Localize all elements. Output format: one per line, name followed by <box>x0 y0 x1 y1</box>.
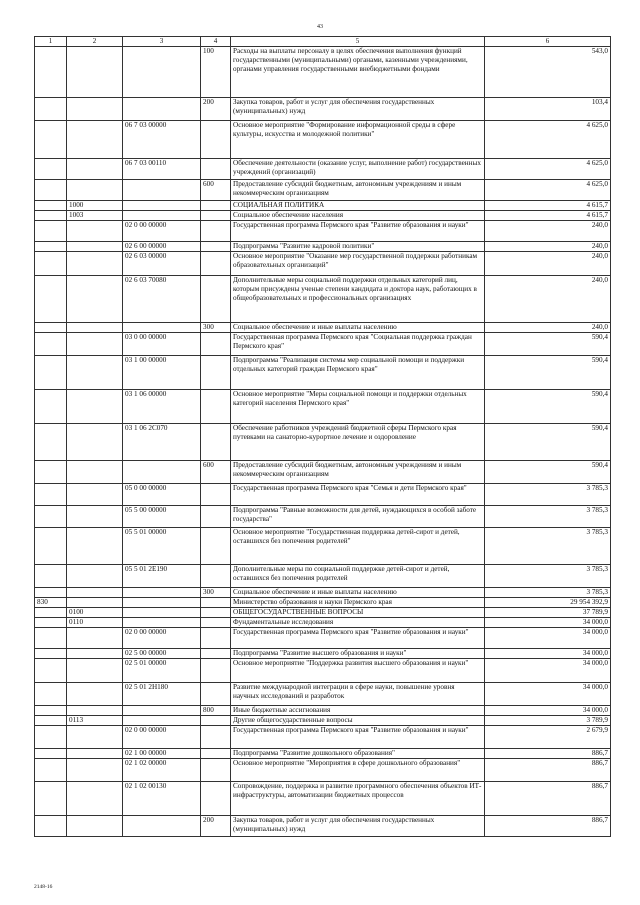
table-body <box>35 47 611 837</box>
description-cell: Государственная программа Пермского края "Развитие образования и науки" <box>231 628 485 649</box>
ministry-code-cell <box>35 816 67 837</box>
section-code-cell <box>67 47 123 98</box>
ministry-code-cell <box>35 618 67 628</box>
table-row <box>35 759 611 782</box>
target-article-cell <box>123 201 201 211</box>
target-article-cell: 05 5 01 00000 <box>123 528 201 565</box>
target-article-cell: 06 7 03 00110 <box>123 159 201 180</box>
section-code-cell <box>67 759 123 782</box>
section-code-cell <box>67 333 123 356</box>
ministry-code-cell <box>35 649 67 659</box>
ministry-code-cell <box>35 47 67 98</box>
target-article-cell: 05 5 00 00000 <box>123 506 201 528</box>
amount-cell: 4 625,0 <box>485 159 611 180</box>
table-row <box>35 528 611 565</box>
table-row <box>35 159 611 180</box>
ministry-code-cell <box>35 759 67 782</box>
table-row <box>35 424 611 461</box>
expense-type-cell <box>201 782 231 816</box>
description-cell: Государственная программа Пермского края "Социальная поддержка граждан Пермского края" <box>231 333 485 356</box>
target-article-cell <box>123 180 201 201</box>
ministry-code-cell <box>35 390 67 424</box>
ministry-code-cell <box>35 211 67 221</box>
description-cell: Подпрограмма "Развитие высшего образования и науки" <box>231 649 485 659</box>
table-row <box>35 211 611 221</box>
target-article-cell: 05 5 01 2Е190 <box>123 565 201 588</box>
expense-type-cell: 300 <box>201 323 231 333</box>
amount-cell: 34 000,0 <box>485 618 611 628</box>
ministry-code-cell <box>35 98 67 121</box>
section-code-cell <box>67 726 123 749</box>
table-row <box>35 252 611 276</box>
target-article-cell: 02 6 03 70080 <box>123 276 201 323</box>
target-article-cell: 05 0 00 00000 <box>123 484 201 506</box>
description-cell: Основное мероприятие "Поддержка развития высшего образования и науки" <box>231 659 485 683</box>
table-row <box>35 98 611 121</box>
description-cell: ОБЩЕГОСУДАРСТВЕННЫЕ ВОПРОСЫ <box>231 608 485 618</box>
table-row <box>35 618 611 628</box>
table-row <box>35 356 611 390</box>
ministry-code-cell <box>35 461 67 484</box>
amount-cell: 543,0 <box>485 47 611 98</box>
target-article-cell: 03 1 06 00000 <box>123 390 201 424</box>
description-cell: Социальное обеспечение и иные выплаты населению <box>231 588 485 598</box>
expense-type-cell <box>201 333 231 356</box>
ministry-code-cell <box>35 716 67 726</box>
ministry-code-cell <box>35 276 67 323</box>
section-code-cell <box>67 276 123 323</box>
description-cell: Социальное обеспечение населения <box>231 211 485 221</box>
section-code-cell <box>67 356 123 390</box>
amount-cell: 590,4 <box>485 390 611 424</box>
ministry-code-cell <box>35 706 67 716</box>
section-code-cell <box>67 159 123 180</box>
page-number: 43 <box>317 24 323 30</box>
amount-cell: 37 789,9 <box>485 608 611 618</box>
description-cell: Закупка товаров, работ и услуг для обеспечения государственных (муниципальных) нужд <box>231 816 485 837</box>
section-code-cell <box>67 461 123 484</box>
description-cell: Подпрограмма "Реализация системы мер социальной помощи и поддержки отдельных категорий граждан Пермского края" <box>231 356 485 390</box>
expense-type-cell <box>201 121 231 159</box>
description-cell: Государственная программа Пермского края "Семья и дети Пермского края" <box>231 484 485 506</box>
ministry-code-cell <box>35 565 67 588</box>
amount-cell: 34 000,0 <box>485 628 611 649</box>
table-row <box>35 221 611 242</box>
header-col-4: 4 <box>201 37 231 47</box>
description-cell: Дополнительные меры по социальной поддержке детей-сирот и детей, оставшихся без попечения родителей <box>231 565 485 588</box>
expense-type-cell <box>201 649 231 659</box>
amount-cell: 3 785,3 <box>485 588 611 598</box>
table-row <box>35 588 611 598</box>
table-row <box>35 47 611 98</box>
amount-cell: 240,0 <box>485 252 611 276</box>
target-article-cell: 02 1 02 00000 <box>123 759 201 782</box>
section-code-cell <box>67 588 123 598</box>
ministry-code-cell <box>35 628 67 649</box>
table-row <box>35 390 611 424</box>
amount-cell: 34 000,0 <box>485 659 611 683</box>
header-col-6: 6 <box>485 37 611 47</box>
amount-cell: 590,4 <box>485 333 611 356</box>
description-cell: Дополнительные меры социальной поддержки отдельных категорий лиц, которым присуждены ученые степени кандидата и доктора наук, работающих в общеобразовательных и профессиональных организациях <box>231 276 485 323</box>
section-code-cell: 1003 <box>67 211 123 221</box>
expense-type-cell <box>201 159 231 180</box>
expense-type-cell <box>201 565 231 588</box>
ministry-code-cell: 830 <box>35 598 67 608</box>
expense-type-cell: 100 <box>201 47 231 98</box>
amount-cell: 3 785,3 <box>485 565 611 588</box>
amount-cell: 590,4 <box>485 461 611 484</box>
expense-type-cell <box>201 528 231 565</box>
description-cell: Обеспечение деятельности (оказание услуг, выполнение работ) государственных учреждений (организаций) <box>231 159 485 180</box>
amount-cell: 29 954 392,9 <box>485 598 611 608</box>
amount-cell: 886,7 <box>485 816 611 837</box>
table-row <box>35 484 611 506</box>
table-row <box>35 180 611 201</box>
target-article-cell <box>123 706 201 716</box>
ministry-code-cell <box>35 608 67 618</box>
expense-type-cell <box>201 356 231 390</box>
ministry-code-cell <box>35 323 67 333</box>
ministry-code-cell <box>35 180 67 201</box>
table-row <box>35 323 611 333</box>
table-row <box>35 649 611 659</box>
section-code-cell <box>67 649 123 659</box>
description-cell: Подпрограмма "Равные возможности для детей, нуждающихся в особой заботе государства" <box>231 506 485 528</box>
amount-cell: 886,7 <box>485 749 611 759</box>
section-code-cell <box>67 221 123 242</box>
description-cell: Другие общегосударственные вопросы <box>231 716 485 726</box>
section-code-cell: 1000 <box>67 201 123 211</box>
amount-cell: 34 000,0 <box>485 649 611 659</box>
budget-table <box>34 36 611 837</box>
ministry-code-cell <box>35 159 67 180</box>
header-col-2: 2 <box>67 37 123 47</box>
section-code-cell <box>67 706 123 716</box>
target-article-cell: 03 1 06 2С070 <box>123 424 201 461</box>
section-code-cell <box>67 659 123 683</box>
description-cell: Подпрограмма "Развитие кадровой политики" <box>231 242 485 252</box>
table-row <box>35 506 611 528</box>
expense-type-cell <box>201 759 231 782</box>
amount-cell: 240,0 <box>485 221 611 242</box>
table-row <box>35 461 611 484</box>
expense-type-cell <box>201 484 231 506</box>
expense-type-cell: 300 <box>201 588 231 598</box>
table-row <box>35 608 611 618</box>
amount-cell: 240,0 <box>485 323 611 333</box>
amount-cell: 3 785,3 <box>485 484 611 506</box>
section-code-cell: 0100 <box>67 608 123 618</box>
description-cell: Социальное обеспечение и иные выплаты населению <box>231 323 485 333</box>
ministry-code-cell <box>35 424 67 461</box>
header-col-1: 1 <box>35 37 67 47</box>
table-row <box>35 816 611 837</box>
expense-type-cell <box>201 598 231 608</box>
section-code-cell <box>67 816 123 837</box>
ministry-code-cell <box>35 121 67 159</box>
target-article-cell: 02 1 02 00130 <box>123 782 201 816</box>
amount-cell: 590,4 <box>485 424 611 461</box>
expense-type-cell <box>201 716 231 726</box>
target-article-cell <box>123 461 201 484</box>
expense-type-cell <box>201 276 231 323</box>
description-cell: СОЦИАЛЬНАЯ ПОЛИТИКА <box>231 201 485 211</box>
description-cell: Государственная программа Пермского края "Развитие образования и науки" <box>231 726 485 749</box>
target-article-cell: 02 0 00 00000 <box>123 628 201 649</box>
description-cell: Развитие международной интеграции в сфере науки, повышение уровня научных исследований и разработок <box>231 683 485 706</box>
ministry-code-cell <box>35 528 67 565</box>
description-cell: Закупка товаров, работ и услуг для обеспечения государственных (муниципальных) нужд <box>231 98 485 121</box>
expense-type-cell <box>201 628 231 649</box>
expense-type-cell: 800 <box>201 706 231 716</box>
table-row <box>35 565 611 588</box>
description-cell: Расходы на выплаты персоналу в целях обеспечения выполнения функций государственными (муниципальными) органами, казенными учреждениями, органами управления государственными внебюджетными фондами <box>231 47 485 98</box>
table-row <box>35 201 611 211</box>
section-code-cell <box>67 242 123 252</box>
description-cell: Предоставление субсидий бюджетным, автономным учреждениям и иным некоммерческим организациям <box>231 180 485 201</box>
ministry-code-cell <box>35 333 67 356</box>
target-article-cell <box>123 716 201 726</box>
description-cell: Основное мероприятие "Формирование информационной среды в сфере культуры, искусства и молодежной политики" <box>231 121 485 159</box>
description-cell: Предоставление субсидий бюджетным, автономным учреждениям и иным некоммерческим организациям <box>231 461 485 484</box>
section-code-cell <box>67 252 123 276</box>
ministry-code-cell <box>35 221 67 242</box>
expense-type-cell <box>201 749 231 759</box>
target-article-cell: 03 1 00 00000 <box>123 356 201 390</box>
header-col-5: 5 <box>231 37 485 47</box>
expense-type-cell <box>201 608 231 618</box>
target-article-cell <box>123 598 201 608</box>
section-code-cell <box>67 528 123 565</box>
target-article-cell <box>123 608 201 618</box>
expense-type-cell <box>201 726 231 749</box>
ministry-code-cell <box>35 242 67 252</box>
amount-cell: 886,7 <box>485 782 611 816</box>
ministry-code-cell <box>35 356 67 390</box>
footer-code: 2148-16 <box>34 884 53 890</box>
expense-type-cell: 600 <box>201 180 231 201</box>
expense-type-cell <box>201 242 231 252</box>
expense-type-cell <box>201 252 231 276</box>
amount-cell: 240,0 <box>485 276 611 323</box>
target-article-cell <box>123 816 201 837</box>
table-row <box>35 242 611 252</box>
ministry-code-cell <box>35 252 67 276</box>
section-code-cell <box>67 424 123 461</box>
ministry-code-cell <box>35 749 67 759</box>
ministry-code-cell <box>35 201 67 211</box>
table-row <box>35 716 611 726</box>
section-code-cell <box>67 484 123 506</box>
expense-type-cell: 600 <box>201 461 231 484</box>
target-article-cell <box>123 588 201 598</box>
amount-cell: 4 625,0 <box>485 180 611 201</box>
target-article-cell <box>123 323 201 333</box>
ministry-code-cell <box>35 683 67 706</box>
section-code-cell <box>67 782 123 816</box>
section-code-cell: 0113 <box>67 716 123 726</box>
table-row <box>35 598 611 608</box>
expense-type-cell: 200 <box>201 816 231 837</box>
description-cell: Фундаментальные исследования <box>231 618 485 628</box>
table-row <box>35 683 611 706</box>
description-cell: Государственная программа Пермского края "Развитие образования и науки" <box>231 221 485 242</box>
target-article-cell: 02 5 00 00000 <box>123 649 201 659</box>
expense-type-cell <box>201 618 231 628</box>
table-row <box>35 628 611 649</box>
target-article-cell <box>123 47 201 98</box>
description-cell: Обеспечение работников учреждений бюджетной сферы Пермского края путевками на санаторно-курортное лечение и оздоровление <box>231 424 485 461</box>
description-cell: Сопровождение, поддержка и развитие программного обеспечения объектов ИТ-инфраструктуры, автоматизации бюджетных процессов <box>231 782 485 816</box>
section-code-cell: 0110 <box>67 618 123 628</box>
section-code-cell <box>67 628 123 649</box>
table-row <box>35 706 611 716</box>
section-code-cell <box>67 565 123 588</box>
amount-cell: 4 615,7 <box>485 201 611 211</box>
expense-type-cell <box>201 424 231 461</box>
section-code-cell <box>67 683 123 706</box>
amount-cell: 240,0 <box>485 242 611 252</box>
target-article-cell: 02 0 00 00000 <box>123 221 201 242</box>
target-article-cell <box>123 618 201 628</box>
description-cell: Основное мероприятие "Оказание мер государственной поддержки работникам образовательных организаций" <box>231 252 485 276</box>
section-code-cell <box>67 749 123 759</box>
section-code-cell <box>67 390 123 424</box>
ministry-code-cell <box>35 506 67 528</box>
amount-cell: 3 789,9 <box>485 716 611 726</box>
amount-cell: 590,4 <box>485 356 611 390</box>
target-article-cell: 02 0 00 00000 <box>123 726 201 749</box>
ministry-code-cell <box>35 484 67 506</box>
target-article-cell: 02 6 03 00000 <box>123 252 201 276</box>
table-row <box>35 782 611 816</box>
description-cell: Основное мероприятие "Государственная поддержка детей-сирот и детей, оставшихся без попечения родителей" <box>231 528 485 565</box>
target-article-cell: 02 1 00 00000 <box>123 749 201 759</box>
description-cell: Подпрограмма "Развитие дошкольного образования" <box>231 749 485 759</box>
table-row <box>35 726 611 749</box>
table-header-row <box>35 37 611 47</box>
table-row <box>35 121 611 159</box>
section-code-cell <box>67 180 123 201</box>
ministry-code-cell <box>35 659 67 683</box>
target-article-cell: 02 6 00 00000 <box>123 242 201 252</box>
ministry-code-cell <box>35 588 67 598</box>
amount-cell: 34 000,0 <box>485 683 611 706</box>
description-cell: Иные бюджетные ассигнования <box>231 706 485 716</box>
section-code-cell <box>67 598 123 608</box>
amount-cell: 886,7 <box>485 759 611 782</box>
expense-type-cell <box>201 211 231 221</box>
expense-type-cell: 200 <box>201 98 231 121</box>
table-row <box>35 276 611 323</box>
description-cell: Основное мероприятие "Мероприятия в сфере дошкольного образования" <box>231 759 485 782</box>
expense-type-cell <box>201 659 231 683</box>
section-code-cell <box>67 506 123 528</box>
expense-type-cell <box>201 390 231 424</box>
target-article-cell <box>123 98 201 121</box>
ministry-code-cell <box>35 726 67 749</box>
expense-type-cell <box>201 506 231 528</box>
expense-type-cell <box>201 201 231 211</box>
amount-cell: 4 625,0 <box>485 121 611 159</box>
table-row <box>35 333 611 356</box>
amount-cell: 3 785,3 <box>485 528 611 565</box>
section-code-cell <box>67 323 123 333</box>
expense-type-cell <box>201 221 231 242</box>
header-col-3: 3 <box>123 37 201 47</box>
section-code-cell <box>67 98 123 121</box>
target-article-cell: 02 5 01 00000 <box>123 659 201 683</box>
description-cell: Основное мероприятие "Меры социальной помощи и поддержки отдельных категорий населения Пермского края" <box>231 390 485 424</box>
amount-cell: 4 615,7 <box>485 211 611 221</box>
target-article-cell: 02 5 01 2Н180 <box>123 683 201 706</box>
amount-cell: 3 785,3 <box>485 506 611 528</box>
section-code-cell <box>67 121 123 159</box>
ministry-code-cell <box>35 782 67 816</box>
expense-type-cell <box>201 683 231 706</box>
description-cell: Министерство образования и науки Пермского края <box>231 598 485 608</box>
amount-cell: 103,4 <box>485 98 611 121</box>
amount-cell: 34 000,0 <box>485 706 611 716</box>
table-row <box>35 659 611 683</box>
table-row <box>35 749 611 759</box>
target-article-cell: 06 7 03 00000 <box>123 121 201 159</box>
target-article-cell <box>123 211 201 221</box>
amount-cell: 2 679,9 <box>485 726 611 749</box>
target-article-cell: 03 0 00 00000 <box>123 333 201 356</box>
